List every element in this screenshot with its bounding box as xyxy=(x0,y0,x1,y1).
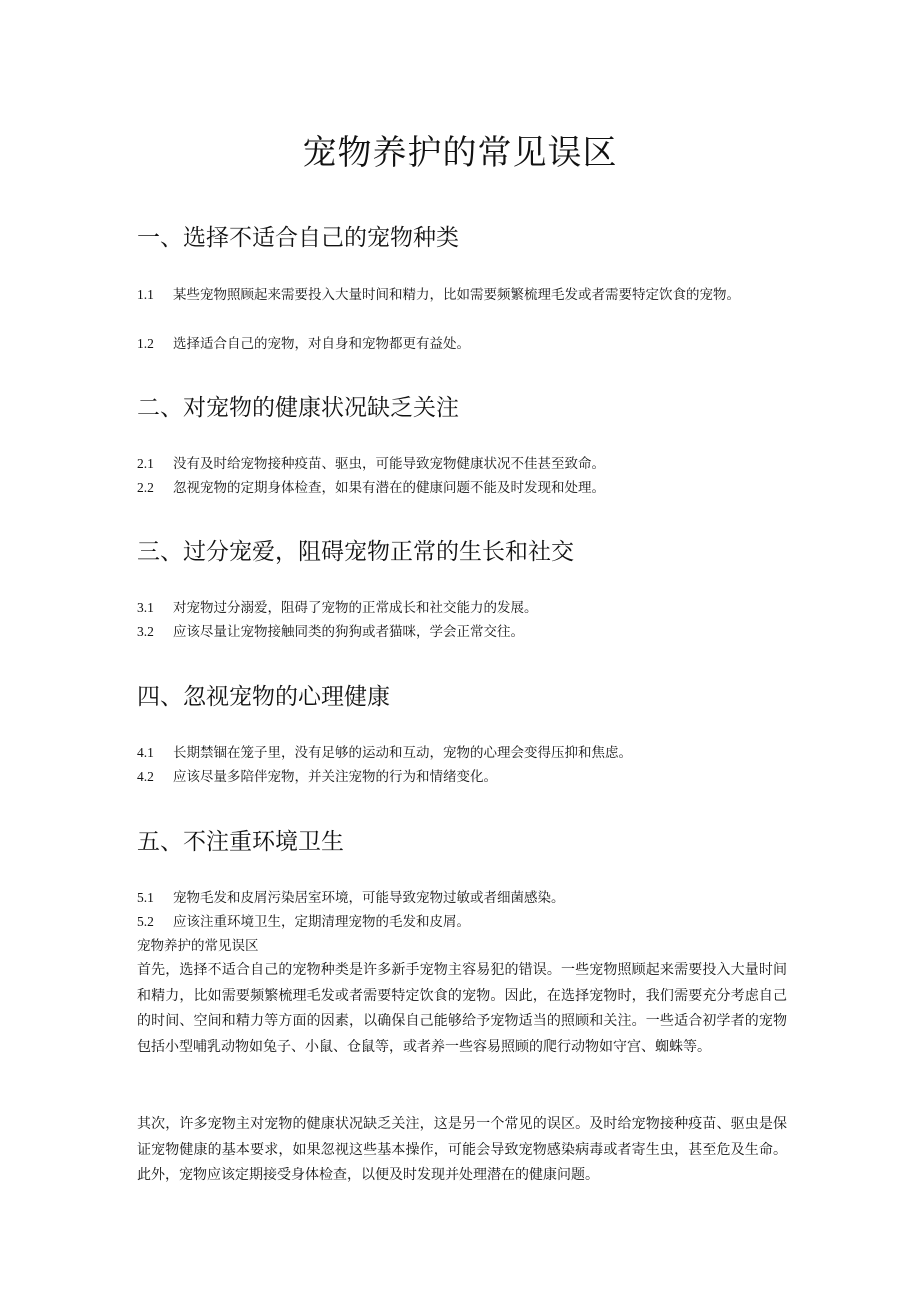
item-5-2 xyxy=(137,910,787,934)
item-number: 2.1 xyxy=(137,456,154,471)
item-text: 忽视宠物的定期身体检查，如果有潜在的健康问题不能及时发现和处理。 xyxy=(173,480,605,496)
item-3-2 xyxy=(137,620,787,644)
item-3-1 xyxy=(137,596,787,620)
item-number: 4.1 xyxy=(137,745,154,760)
item-number: 1.2 xyxy=(137,336,154,351)
item-5-1 xyxy=(137,886,787,910)
section-3-heading: 三、过分宠爱，阻碍宠物正常的生长和社交 xyxy=(137,539,574,565)
item-text: 某些宠物照顾起来需要投入大量时间和精力，比如需要频繁梳理毛发或者需要特定饮食的宠物。 xyxy=(173,287,740,303)
item-number: 4.2 xyxy=(137,769,154,784)
item-text: 对宠物过分溺爱，阻碍了宠物的正常成长和社交能力的发展。 xyxy=(173,600,538,616)
document-title: 宠物养护的常见误区 xyxy=(302,133,618,173)
body-paragraph-1: 首先，选择不适合自己的宠物种类是许多新手宠物主容易犯的错误。一些宠物照顾起来需要投入大量时间和精力，比如需要频繁梳理毛发或者需要特定饮食的宠物。因此，在选择宠物时，我们需要充分考虑自己的时间、空间和精力等方面的因素，以确保自己能够给予宠物适当的照顾和关注。一些适合初学者的宠物包括小型哺乳动物如兔子、小鼠、仓鼠等，或者养一些容易照顾的爬行动物如守宫、蜘蛛等。 xyxy=(137,962,787,1055)
item-1-2 xyxy=(137,332,787,356)
item-number: 1.1 xyxy=(137,287,154,302)
item-2-2 xyxy=(137,476,787,500)
item-text: 选择适合自己的宠物，对自身和宠物都更有益处。 xyxy=(173,336,470,352)
item-4-2 xyxy=(137,765,787,789)
body-paragraph-2: 其次，许多宠物主对宠物的健康状况缺乏关注，这是另一个常见的误区。及时给宠物接种疫苗、驱虫是保证宠物健康的基本要求，如果忽视这些基本操作，可能会导致宠物感染病毒或者寄生虫，甚至危及生命。此外，宠物应该定期接受身体检查，以便及时发现并处理潜在的健康问题。 xyxy=(137,1116,787,1183)
item-text: 应该尽量让宠物接触同类的狗狗或者猫咪，学会正常交往。 xyxy=(173,624,524,640)
section-4-heading: 四、忽视宠物的心理健康 xyxy=(137,684,390,710)
item-4-1 xyxy=(137,741,787,765)
section-1-heading: 一、选择不适合自己的宠物种类 xyxy=(137,225,459,251)
item-text: 应该注重环境卫生，定期清理宠物的毛发和皮屑。 xyxy=(173,914,470,930)
item-2-1 xyxy=(137,452,787,476)
item-text: 长期禁锢在笼子里，没有足够的运动和互动，宠物的心理会变得压抑和焦虑。 xyxy=(173,745,632,761)
item-number: 2.2 xyxy=(137,480,154,495)
item-text: 应该尽量多陪伴宠物，并关注宠物的行为和情绪变化。 xyxy=(173,769,497,785)
item-number: 5.2 xyxy=(137,914,154,929)
section-2-heading: 二、对宠物的健康状况缺乏关注 xyxy=(137,395,459,421)
body-subtitle: 宠物养护的常见误区 xyxy=(137,938,259,954)
item-1-1 xyxy=(137,283,787,307)
item-number: 3.1 xyxy=(137,600,154,615)
section-5-heading: 五、不注重环境卫生 xyxy=(137,829,344,855)
item-text: 宠物毛发和皮屑污染居室环境，可能导致宠物过敏或者细菌感染。 xyxy=(173,890,565,906)
item-text: 没有及时给宠物接种疫苗、驱虫，可能导致宠物健康状况不佳甚至致命。 xyxy=(173,456,605,472)
item-number: 3.2 xyxy=(137,624,154,639)
item-number: 5.1 xyxy=(137,890,154,905)
